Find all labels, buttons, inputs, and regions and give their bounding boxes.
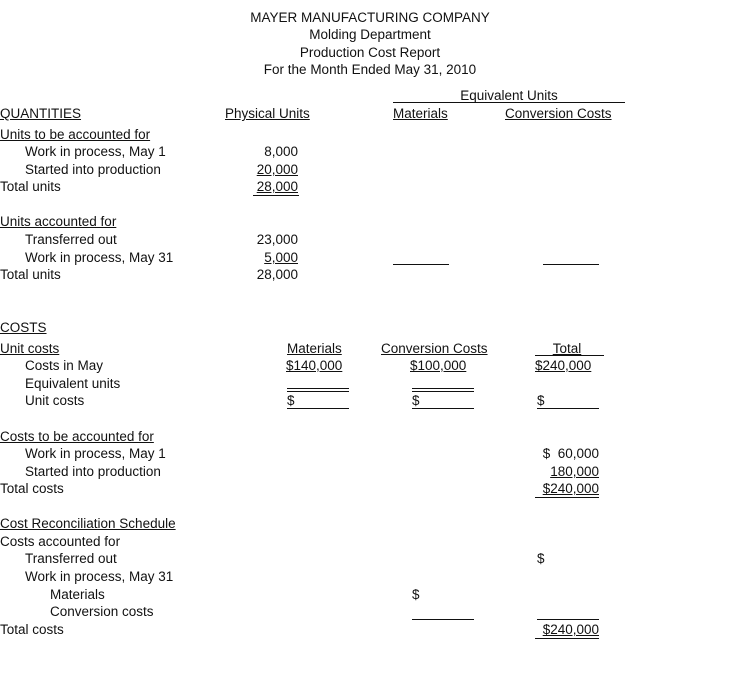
- started-units: 20,000: [256, 162, 298, 177]
- rec-transferred-dollar: $: [537, 551, 545, 566]
- materials-cost-header: Materials: [287, 341, 342, 356]
- equivalent-units-label: Equivalent units: [25, 376, 121, 391]
- total-costs-value: $240,000: [542, 481, 599, 496]
- conversion-cost-header: Conversion Costs: [381, 341, 488, 356]
- rec-transferred-label: Transferred out: [25, 551, 117, 566]
- materials-units-header: Materials: [393, 106, 448, 121]
- rec-materials-label: Materials: [50, 587, 105, 602]
- rec-total-double-rule: [535, 638, 599, 639]
- reconciliation-title: Cost Reconciliation Schedule: [0, 516, 176, 531]
- unit-costs-label: Unit costs: [0, 341, 60, 356]
- total-costs-label: Total costs: [0, 481, 64, 496]
- wip-may31-units: 5,000: [264, 250, 298, 265]
- rec-conversion-blank[interactable]: [412, 619, 474, 620]
- units-accounted-for-label: Units accounted for: [0, 214, 117, 229]
- conversion-equiv-blank-a[interactable]: [412, 388, 474, 389]
- rec-wip-total-blank[interactable]: [537, 619, 599, 620]
- total-cost-header: Total: [552, 341, 582, 356]
- conversion-units-header: Conversion Costs: [505, 106, 612, 121]
- total-units-label: Total units: [0, 179, 61, 194]
- transferred-out-units: 23,000: [256, 232, 298, 247]
- total-units-label-2: Total units: [0, 267, 61, 282]
- conversion-unit-cost-blank[interactable]: [412, 408, 474, 409]
- materials-equiv-blank-b: [287, 391, 349, 392]
- conversion-cost-value: $100,000: [410, 358, 467, 373]
- conversion-unit-cost-dollar: $: [412, 393, 420, 408]
- total-unit-cost-dollar: $: [537, 393, 545, 408]
- costs-section-label: COSTS: [0, 320, 47, 335]
- materials-cost-value: $140,000: [286, 358, 343, 373]
- report-period: For the Month Ended May 31, 2010: [263, 62, 477, 77]
- wip-conversion-blank[interactable]: [543, 264, 599, 265]
- transferred-out-label: Transferred out: [25, 232, 117, 247]
- units-to-be-accounted-label: Units to be accounted for: [0, 127, 151, 142]
- company-name: MAYER MANUFACTURING COMPANY: [250, 10, 490, 25]
- started-label: Started into production: [25, 162, 161, 177]
- total-cost-value: $240,000: [535, 358, 592, 373]
- total-units-double-rule: [253, 195, 299, 196]
- unit-costs-row-label: Unit costs: [25, 393, 85, 408]
- rec-materials-dollar: $: [412, 587, 420, 602]
- total-units-value-2: 28,000: [256, 267, 298, 282]
- equivalent-units-header: Equivalent Units: [460, 88, 558, 103]
- rec-conversion-label: Conversion costs: [50, 604, 154, 619]
- rec-total-costs-value: $240,000: [542, 622, 599, 637]
- materials-equiv-blank-a[interactable]: [287, 388, 349, 389]
- physical-units-header: Physical Units: [225, 106, 310, 121]
- wip-may1-units: 8,000: [264, 144, 298, 159]
- conversion-equiv-blank-b: [412, 391, 474, 392]
- materials-unit-cost-blank[interactable]: [287, 408, 349, 409]
- rec-total-costs-label: Total costs: [0, 622, 64, 637]
- rec-wip-may31-label: Work in process, May 31: [25, 569, 174, 584]
- costs-in-may-label: Costs in May: [25, 358, 104, 373]
- total-header-rule: [535, 355, 604, 356]
- materials-unit-cost-dollar: $: [287, 393, 295, 408]
- costs-wip-may1-value: $ 60,000: [542, 446, 599, 461]
- costs-started-value: 180,000: [550, 464, 599, 479]
- total-costs-double-rule: [535, 497, 599, 498]
- wip-materials-blank[interactable]: [393, 264, 449, 265]
- total-units-value: 28,000: [256, 179, 298, 194]
- report-title: Production Cost Report: [299, 45, 441, 60]
- costs-wip-may1-label: Work in process, May 1: [25, 446, 166, 461]
- costs-started-label: Started into production: [25, 464, 161, 479]
- quantities-section-label: QUANTITIES: [0, 106, 82, 121]
- total-unit-cost-blank[interactable]: [537, 408, 599, 409]
- costs-to-be-accounted-label: Costs to be accounted for: [0, 429, 154, 444]
- wip-may31-label: Work in process, May 31: [25, 250, 174, 265]
- costs-accounted-for-label: Costs accounted for: [0, 534, 121, 549]
- wip-may1-label: Work in process, May 1: [25, 144, 166, 159]
- department-name: Molding Department: [309, 27, 431, 42]
